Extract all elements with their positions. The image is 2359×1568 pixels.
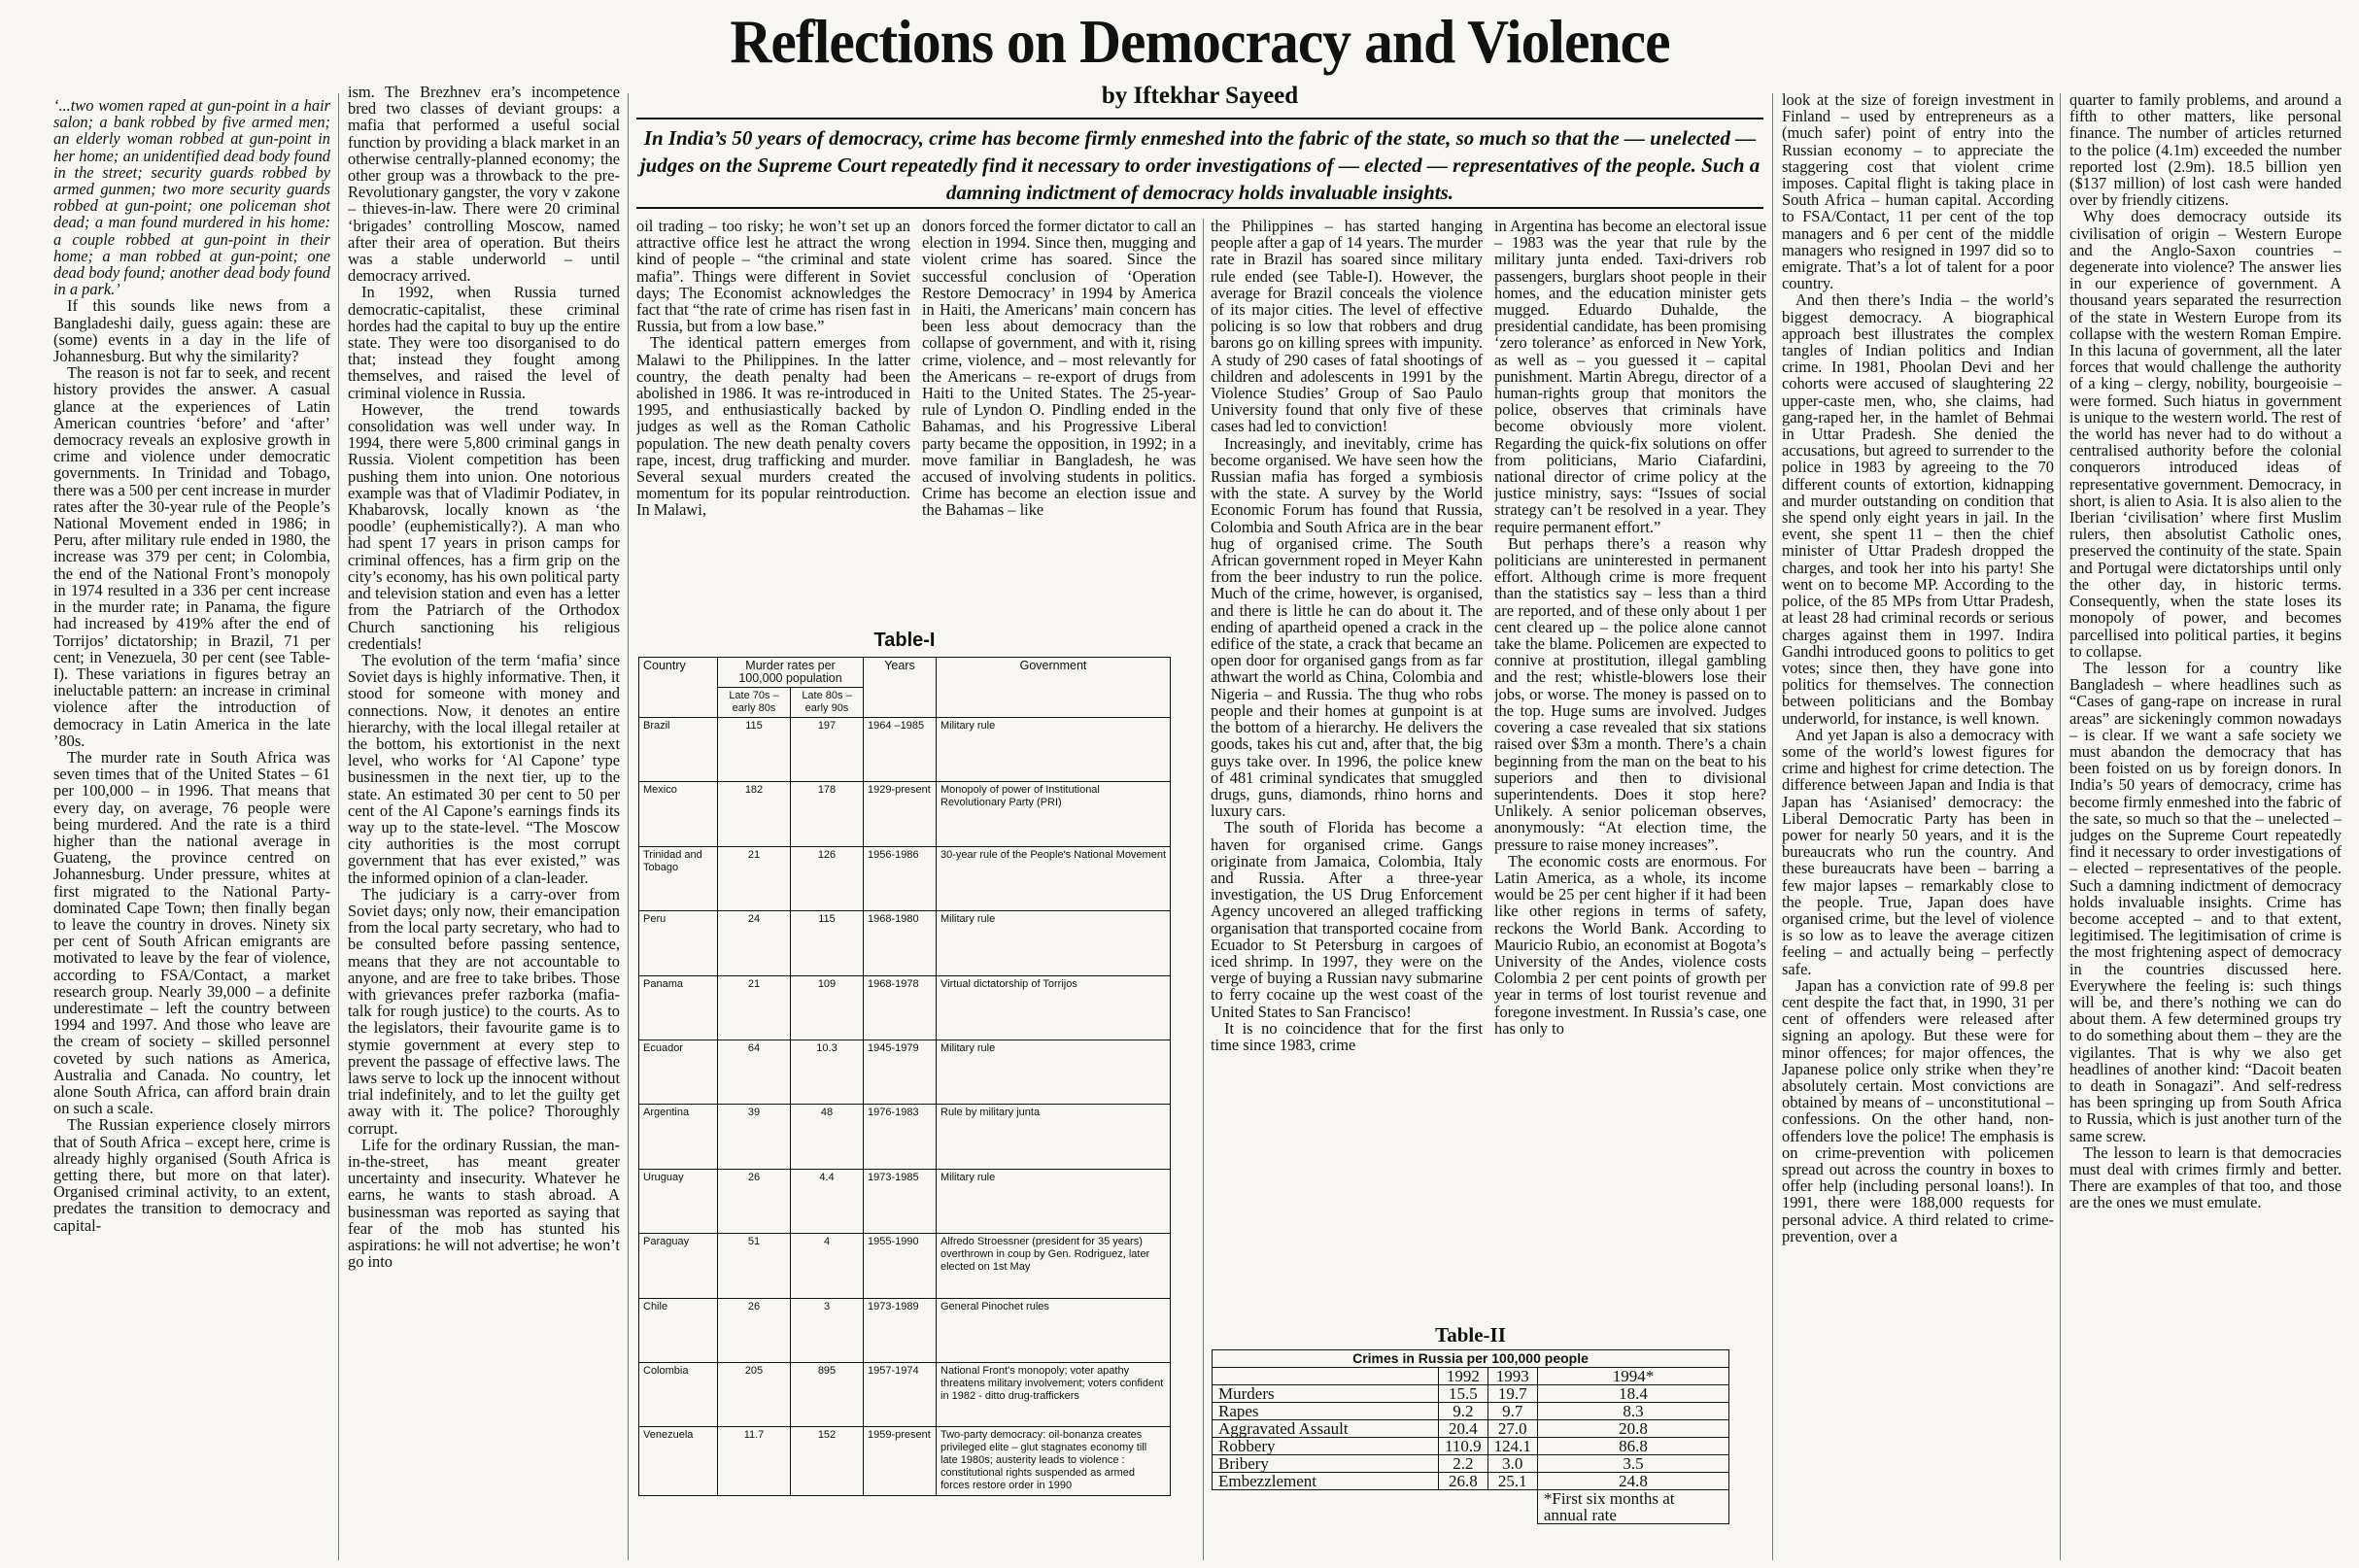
paragraph: Japan has a conviction rate of 99.8 per cent despite the fact that, in 1990, 31 per cent of offenders were released after signing an apology. But these were for minor offences; for major offences, the Japanese police only strike when they’re absolutely certain. Most convictions are obtained by means of – unconstitutional – confessions. On the other hand, non-offenders love the police! The emphasis is on crime-prevention with policemen spread out across the country in boxes to offer help (including personal loans!). In 1991, there were 188,000 requests for personal advice. A third related to crime-prevention, over a	[1782, 975, 2054, 1245]
column-separator	[1772, 93, 1773, 1560]
article-column-1	[53, 97, 330, 1559]
paragraph: The judiciary is a carry-over from Soviet days; only now, their emancipation from the local party secretary, who had to be consulted before passing sentence, means that they are not accountable to anyone, and are free to take bribes. Those with grievances prefer razborka (mafia-talk for rough justice) to the courts. As to the legislators, their favourite game is to stymie government at every step to prevent the passage of effective laws. The laws serve to lock up the innocent without trial indefinitely, and to let the guilty get away with it. The police? Thoroughly corrupt.	[348, 884, 620, 1138]
table-1-years-cell: 1956-1986	[864, 846, 937, 910]
table-2-value-cell: 2.2	[1439, 1455, 1488, 1473]
table-2-value-cell: 3.5	[1537, 1455, 1728, 1473]
article-column-4	[922, 218, 1196, 606]
table-1-years-cell: 1959-present	[864, 1427, 937, 1496]
column-separator	[2060, 93, 2061, 1560]
paragraph: But perhaps there’s a reason why politicians are uninterested in permanent effort. Although crime is more frequent than the statistics say – less than a third are reported, and of these only about 1 per cent cleared up – the police alone cannot take the blame. Policemen are expected to connive at prostitution, illegal gambling and the rest; whistle-blowers lose their jobs, or worse. The money is passed on to the top. Huge sums are involved. Judges covering a case revealed that six stations raised over $3m a month. There’s a chain beginning from the man on the beat to his superiors and then to divisional superintendents. Does it stop here? Unlikely. A senior policeman observes, anonymously: “At election time, the pressure to raise money increases”.	[1494, 533, 1766, 854]
table-2-value-cell: 25.1	[1487, 1473, 1537, 1490]
table-1-country-cell: Paraguay	[639, 1234, 718, 1298]
table-1-rate-cell: 205	[718, 1363, 791, 1427]
table-1-rate-cell: 126	[791, 846, 864, 910]
table-1-country-cell: Trinidad and Tobago	[639, 846, 718, 910]
table-1-rate-cell: 182	[718, 782, 791, 846]
table-1-government-cell: Military rule	[937, 1169, 1171, 1233]
byline: by Iftekhar Sayeed	[1101, 83, 1299, 109]
table-row	[639, 1234, 1171, 1298]
paragraph: The murder rate in South Africa was seven times that of the United States – 61 per 100,000 – in 1996. That means that every day, on average, 76 people were being murdered. And the rate is a third higher than the national average in Guateng, the province centred on Johannesburg. Under pressure, whites at first migrated to the National Party-dominated Cape Town; then finally began to leave the country in droves. Ninety six per cent of South African emigrants are motivated to leave by the fear of violence, according to FSA/Contact, a market research group. Nearly 39,000 – a definite underestimate – left the country between 1994 and 1997. And those who leave are the cream of society – skilled personnel coveted by such nations as America, Australia and Canada. No country, let alone South Africa, can afford brain drain on such a scale.	[53, 747, 330, 1118]
table-1-caption: Table-I	[873, 630, 936, 651]
table-2-value-cell: 8.3	[1537, 1403, 1728, 1420]
table-2-value-cell: 20.8	[1537, 1420, 1728, 1438]
standfirst-bottom-rule	[636, 207, 1763, 209]
table-1-government-cell: Monopoly of power of Institutional Revolutionary Party (PRI)	[937, 782, 1171, 846]
table-1-country-cell: Peru	[639, 911, 718, 975]
table-row	[1213, 1385, 1729, 1403]
paragraph: ‘...two women raped at gun-point in a hair salon; a bank robbed by five armed men; an elderly woman robbed at gun-point in her home; an unidentified dead body found in the street; security guards robbed by armed gunmen; two more security guards robbed at gun-point; one policeman shot dead; a man found murdered in his home: a couple robbed at gun-point in their home; a man robbed at gun-point; one dead body found; another dead body found in a park.’	[53, 97, 330, 299]
table-1-years-cell: 1968-1980	[864, 911, 937, 975]
table-2-header-year: 1992	[1439, 1368, 1488, 1385]
table-1-years-cell: 1976-1983	[864, 1105, 937, 1169]
table-row	[639, 782, 1171, 846]
table-row	[639, 1363, 1171, 1427]
table-1-rate-cell: 48	[791, 1105, 864, 1169]
table-1-country-cell: Argentina	[639, 1105, 718, 1169]
table-2-value-cell: 110.9	[1439, 1438, 1488, 1455]
standfirst-top-rule	[636, 118, 1763, 119]
column-separator	[628, 93, 629, 1560]
table-1-years-cell: 1945-1979	[864, 1040, 937, 1105]
column-separator	[1203, 219, 1204, 1560]
paragraph: And then there’s India – the world’s biggest democracy. A biographical approach best illustrates the complex tangles of Indian politics and Indian crime. In 1981, Phoolan Devi and her cohorts were accused of slaughtering 22 upper-caste men, who, she claims, had gang-raped her, in the hamlet of Behmai in Uttar Pradesh. She denied the accusations, but agreed to surrender to the police in 1983 by agreeing to the 70 different counts of extortion, kidnapping and murder outstanding on condition that she spend only eight years in jail. In the event, she spent 11 – then the chief minister of Uttar Pradesh dropped the charges, and took her into his party! She went on to become MP. According to the police, of the 85 MPs from Uttar Pradesh, at least 28 had criminal records or serious charges against them in 1997. Indira Gandhi introduced goons to politics to get votes; since then, they have gone into politics for themselves. The connection between politicians and the Bombay underworld, for instance, is well known.	[1782, 290, 2054, 728]
paragraph: The evolution of the term ‘mafia’ since Soviet days is highly informative. Then, it stood for someone with money and connections. Now, it denotes an entire hierarchy, with the local illegal retailer at the bottom, his extortionist in the next level, who works for ‘Al Capone’ type businessmen in the next tier, up to the state. An estimated 30 per cent to 50 per cent of the Al Capone’s earnings finds its way up to the state-level. “The Moscow city authorities is the most corrupt government that has ever existed,” was the informed opinion of a clan-leader.	[348, 650, 620, 887]
table-2-crime-cell: Rapes	[1213, 1403, 1439, 1420]
table-row	[639, 1105, 1171, 1169]
table-2-crime-cell: Robbery	[1213, 1438, 1439, 1455]
table-1-country-cell: Colombia	[639, 1363, 718, 1427]
headline: Reflections on Democracy and Violence	[730, 7, 1670, 76]
table-2-value-cell: 9.7	[1487, 1403, 1537, 1420]
table-row	[639, 1169, 1171, 1233]
table-row	[639, 1040, 1171, 1105]
paragraph: oil trading – too risky; he won’t set up an attractive office lest he attract the wrong kind of people – “the criminal and state mafia”. Things were different in Soviet days; The Economist acknowledges the fact that “the rate of crime has risen fast in Russia, but from a low base.”	[636, 218, 910, 336]
table-2-value-cell: 27.0	[1487, 1420, 1537, 1438]
table-2-title: Crimes in Russia per 100,000 people	[1213, 1350, 1729, 1368]
paragraph: in Argentina has become an electoral issue – 1983 was the year that rule by the military junta ended. Taxi-drivers rob passengers, burglars shoot people in their homes, and the education minister gets mugged. Eduardo Duhalde, the presidential candidate, has been promising ‘zero tolerance’ as enforced in New York, as well as – you guessed it – capital punishment. Martin Abregu, director of a human-rights group that monitors the police, observes that criminals have become obviously more violent. Regarding the quick-fix solutions on offer from politicians, Mario Ciafardini, national director of crime policy at the justice ministry, says: “Issues of social strategy can’t be resolved in a year. They require permanent effort.”	[1494, 218, 1766, 536]
table-1-government-cell: 30-year rule of the People's National Movement	[937, 846, 1171, 910]
table-2-header-year: 1993	[1487, 1368, 1537, 1385]
article-column-6	[1494, 218, 1766, 1335]
paragraph: ism. The Brezhnev era’s incompetence bred two classes of deviant groups: a mafia that performed a useful social function by providing a black market in an otherwise centrally-planned economy; the other group was a throwback to the pre-Revolutionary gangster, the vory v zakone – thieves-in-law. There were 20 criminal ‘brigades’ controlling Moscow, named after their area of operation. But theirs was a stable underworld – until democracy arrived.	[348, 84, 620, 286]
table-1-rate-cell: 115	[791, 911, 864, 975]
table-1-rate-cell: 11.7	[718, 1427, 791, 1496]
table-2-header-blank	[1213, 1368, 1439, 1385]
table-1-country-cell: Mexico	[639, 782, 718, 846]
paragraph: The lesson for a country like Bangladesh – where headlines such as “Cases of gang-rape on increase in rural areas” are sickeningly common nowadays – is clear. If we want a safe society we must abandon the democracy that has been foisted on us by foreign donors. In India’s 50 years of democracy, crime has become firmly enmeshed into the fabric of the sate, so much so that the – unelected – judges on the Supreme Court repeatedly find it necessary to order investigations of – elected – representatives of the people. Such a damning indictment of democracy holds invaluable insights. Crime has become accepted – and to that extent, legitimised. The legitimisation of crime is the most frightening aspect of democracy in the countries discussed here. Everywhere the feeling is: such things will be, and there’s nothing we can do about them. A few determined groups try to do something about them – they are the vigilantes. That is why we also get headlines of another kind: “Dacoit beaten to death in Sonagazi”. And self-redress has been springing up from South Africa to Russia, which is just another turn of the same screw.	[2069, 658, 2342, 1145]
table-1-years-cell: 1929-present	[864, 782, 937, 846]
table-1-years-cell: 1955-1990	[864, 1234, 937, 1298]
table-1-header-late70s: Late 70s –early 80s	[718, 688, 791, 718]
table-2-value-cell: 3.0	[1487, 1455, 1537, 1473]
table-1-rate-cell: 4	[791, 1234, 864, 1298]
paragraph: the Philippines – has started hanging people after a gap of 14 years. The murder rate in Brazil has soared since military rule ended (see Table-I). However, the average for Brazil conceals the violence of its major cities. The level of effective policing is so low that robbers and drug barons go on killing sprees with impunity. A study of 290 cases of fatal shootings of children and adolescents in 1991 by the Violence Studies’ Group of Sao Paulo University found that only five of these cases had led to conviction!	[1211, 218, 1483, 436]
table-2-value-cell: 86.8	[1537, 1438, 1728, 1455]
table-1-header-government: Government	[937, 658, 1171, 718]
table-row	[1213, 1403, 1729, 1420]
paragraph: The lesson to learn is that democracies must deal with crimes firmly and better. There are examples of that too, and those are the ones we must emulate.	[2069, 1142, 2342, 1212]
paragraph: It is no coincidence that for the first time since 1983, crime	[1211, 1018, 1483, 1054]
paragraph: And yet Japan is also a democracy with some of the world’s lowest figures for crime and highest for crime detection. The difference between Japan and India is that Japan has ‘Asianised’ democracy: the Liberal Democratic Party has been in power for nearly 50 years, and it is the bureaucrats who run the country. And these bureaucrats have been – barring a few major lapses – remarkably close to the people. True, Japan does have organised crime, but the level of violence is so low as to leave the average citizen feeling – and actually being – perfectly safe.	[1782, 725, 2054, 978]
table-2-value-cell: 20.4	[1439, 1420, 1488, 1438]
standfirst: In India’s 50 years of democracy, crime has become firmly enmeshed into the fabric of the state, so much so that the — unelected — judges on the Supreme Court repeatedly find it necessary to order investigations of — elected — representatives of the people. Such a damning indictment of democracy holds invaluable insights.	[639, 126, 1761, 204]
table-2-caption: Table-II	[1435, 1323, 1506, 1346]
table-row	[1213, 1420, 1729, 1438]
paragraph: The Russian experience closely mirrors that of South Africa – except here, crime is already highly organised (South Africa is getting there, but more on that later). Organised criminal activity, to an extent, predates the transition to democracy and capital-	[53, 1115, 330, 1235]
table-1-government-cell: Military rule	[937, 1040, 1171, 1105]
table-1-government-cell: Rule by military junta	[937, 1105, 1171, 1169]
table-1-rate-cell: 64	[718, 1040, 791, 1105]
table-1-header-years: Years	[864, 658, 937, 718]
table-2-crime-cell: Embezzlement	[1213, 1473, 1439, 1490]
table-1-government-cell: Virtual dictatorship of Torrijos	[937, 975, 1171, 1040]
table-row	[1213, 1455, 1729, 1473]
article-column-5	[1211, 218, 1483, 1335]
paragraph: look at the size of foreign investment in Finland – used by entrepreneurs as a (much safer) point of entry into the Russian economy – to appreciate the staggering cost that violent crime imposes. Capital flight is taking place in South Africa – human capital. According to FSA/Contact, 11 per cent of the top managers and 6 per cent of the middle managers who resigned in 1997 did so to emigrate. That’s a lot of talent for a poor country.	[1782, 91, 2054, 293]
table-row	[639, 975, 1171, 1040]
table-1-rate-cell: 3	[791, 1298, 864, 1362]
paragraph: Life for the ordinary Russian, the man-in-the-street, has meant greater uncertainty and insecurity. Whatever he earns, he wants to stash abroad. A businessman was reported as saying that fear of the mob has stunted his aspirations: he will not advertise; he won’t go into	[348, 1135, 620, 1272]
table-1-header-murder-rates: Murder rates per 100,000 population	[718, 658, 864, 688]
article-column-8	[2069, 91, 2342, 1560]
table-1-rate-cell: 21	[718, 846, 791, 910]
table-2-value-cell: 24.8	[1537, 1473, 1728, 1490]
table-1-government-cell: National Front's monopoly; voter apathy threatens military involvement; voters confident in 1982 - ditto drug-traffickers	[937, 1363, 1171, 1427]
table-2-crime-cell: Bribery	[1213, 1455, 1439, 1473]
table-1-years-cell: 1973-1985	[864, 1169, 937, 1233]
table-1-government-cell: Alfredo Stroessner (president for 35 years) overthrown in coup by Gen. Rodriguez, later elected on 1st May	[937, 1234, 1171, 1298]
table-row	[639, 846, 1171, 910]
table-2-note: *First six months at annual rate	[1537, 1490, 1728, 1524]
table-1-country-cell: Panama	[639, 975, 718, 1040]
table-row	[639, 1298, 1171, 1362]
table-1-rate-cell: 197	[791, 718, 864, 782]
paragraph: The identical pattern emerges from Malawi to the Philippines. In the latter country, the death penalty had been abolished in 1986. It was re-introduced in 1995, and enthusiastically backed by judges as well as the Roman Catholic population. The new death penalty covers rape, incest, drug trafficking and murder. Several sexual murders created the momentum for its popular reintroduction. In Malawi,	[636, 333, 910, 520]
table-1-rate-cell: 24	[718, 911, 791, 975]
article-column-7	[1782, 91, 2054, 1560]
table-1-rate-cell: 4.4	[791, 1169, 864, 1233]
table-row	[639, 1427, 1171, 1496]
table-2-value-cell: 15.5	[1439, 1385, 1488, 1403]
table-1-rate-cell: 109	[791, 975, 864, 1040]
table-1-government-cell: Two-party democracy: oil-bonanza creates privileged elite – glut stagnates economy till late 1980s; austerity leads to violence : constitutional rights suspended as armed forces restore order in 1990	[937, 1427, 1171, 1496]
table-1-rate-cell: 26	[718, 1298, 791, 1362]
paragraph: However, the trend towards consolidation was well under way. In 1994, there were 5,800 criminal gangs in Russia. Violent competition has been pushing them into union. One notorious example was that of Vladimir Podiatev, in Khabarovsk, locally known as ‘the poodle’ (euphemistically?). A man who had spent 17 years in prison camps for criminal offences, has a firm grip on the city’s economy, has his own political party and television station and even has a letter from the Patriarch of the Orthodox Church sanctioning his religious credentials!	[348, 399, 620, 653]
table-1-header-country: Country	[639, 658, 718, 718]
table-row	[1213, 1438, 1729, 1455]
table-2-crime-cell: Aggravated Assault	[1213, 1420, 1439, 1438]
table-1-rate-cell: 10.3	[791, 1040, 864, 1105]
table-1-country-cell: Venezuela	[639, 1427, 718, 1496]
table-1-years-cell: 1973-1989	[864, 1298, 937, 1362]
table-1-government-cell: Military rule	[937, 718, 1171, 782]
table-1-rate-cell: 51	[718, 1234, 791, 1298]
table-1	[638, 657, 1171, 1496]
table-1-rate-cell: 152	[791, 1427, 864, 1496]
table-1-years-cell: 1957-1974	[864, 1363, 937, 1427]
article-column-3	[636, 218, 910, 606]
table-2-value-cell: 18.4	[1537, 1385, 1728, 1403]
table-2	[1212, 1349, 1729, 1524]
table-row	[1213, 1473, 1729, 1490]
table-1-country-cell: Uruguay	[639, 1169, 718, 1233]
paragraph: quarter to family problems, and around a fifth to other matters, like personal finance. The number of articles returned to the police (4.1m) exceeded the number reported lost (2.9m). 18.5 billion yen ($137 million) of lost cash were handed over by friendly citizens.	[2069, 91, 2342, 210]
table-2-note-spacer	[1213, 1490, 1538, 1524]
table-2-value-cell: 9.2	[1439, 1403, 1488, 1420]
table-2-value-cell: 19.7	[1487, 1385, 1537, 1403]
paragraph: Why does democracy outside its civilisation of origin – Western Europe and the Anglo-Saxon countries – degenerate into violence? The answer lies in our experience of government. A thousand years separated the resurrection of the state in Western Europe from its collapse with the western Roman Empire. In this lacuna of government, all the later forces that would challenge the authority of a king – clergy, nobility, bourgeoisie – were formed. Such hiatus in government is unique to the western world. The rest of the world has never had to do without a centralised authority before the colonial conquerors introduced ideas of representative government. Democracy, in short, is alien to Asia. It is also alien to the Iberian ‘civilisation’ where first Muslim rulers, then absolutist Catholic ones, preserved the continuity of the state. Spain and Portugal were dictatorships until only the other day, in historic terms. Consequently, when the state loses its monopoly of power, and becomes parcellised into political parties, it begins to collapse.	[2069, 207, 2342, 661]
paragraph: In 1992, when Russia turned democratic-capitalist, these criminal hordes had the capital to buy up the entire state. They were too disorganised to do that; instead they fought among themselves, and raised the level of criminal violence in Russia.	[348, 283, 620, 402]
paragraph: The south of Florida has become a haven for organised crime. Gangs originate from Jamaica, Colombia, Italy and Russia. After a three-year investigation, the US Drug Enforcement Agency uncovered an alleged trafficking organisation that transported cocaine from Ecuador to St Petersburg in cargoes of iced shrimp. In 1997, they were on the verge of buying a Russian navy submarine to ferry cocaine up the west coast of the United States to San Francisco!	[1211, 818, 1483, 1021]
column-separator	[338, 93, 339, 1560]
table-1-country-cell: Ecuador	[639, 1040, 718, 1105]
table-2-header-year: 1994*	[1537, 1368, 1728, 1385]
table-1-rate-cell: 178	[791, 782, 864, 846]
paragraph: The reason is not far to seek, and recent history provides the answer. A casual glance at the experiences of Latin American countries ‘before’ and ‘after’ democracy reveals an explosive growth in crime and violence under democratic governments. In Trinidad and Tobago, there was a 500 per cent increase in murder rates after the 30-year rule of the People’s National Movement ended in 1986; in Peru, after military rule ended in 1980, the increase was 379 per cent; in Colombia, the end of the National Front’s monopoly in 1974 resulted in a 336 per cent increase in the murder rate; in Panama, the figure had increased by 419% after the end of Torrijos’ dictatorship; in Brazil, 71 per cent; in Venezuela, 30 per cent (see Table-I). These variations in figures betray an ineluctable pattern: an increase in criminal violence after the introduction of democracy in Latin America in the late ’80s.	[53, 363, 330, 750]
article-column-2	[348, 84, 620, 1560]
table-1-years-cell: 1964 –1985	[864, 718, 937, 782]
table-2-crime-cell: Murders	[1213, 1385, 1439, 1403]
table-1-government-cell: General Pinochet rules	[937, 1298, 1171, 1362]
table-1-rate-cell: 39	[718, 1105, 791, 1169]
table-row	[639, 718, 1171, 782]
table-1-header-late80s: Late 80s –early 90s	[791, 688, 864, 718]
table-1-government-cell: Military rule	[937, 911, 1171, 975]
paragraph: donors forced the former dictator to call an election in 1994. Since then, mugging and violent crime has soared. Since the successful conclusion of ‘Operation Restore Democracy’ in 1994 by America in Haiti, the Americans’ main concern has been less about democracy than the collapse of government, and with it, rising crime, violence, and – most relevantly for the Americans – re-export of drugs from Haiti to the United States. The 25-year-rule of Lyndon O. Pindling ended in the Bahamas, and his Progressive Liberal party became the opposition, in 1992; in a move familiar in Bangladesh, he was accused of involving students in politics. Crime has become an election issue and the Bahamas – like	[922, 218, 1196, 520]
table-1-country-cell: Brazil	[639, 718, 718, 782]
table-1-rate-cell: 115	[718, 718, 791, 782]
table-1-rate-cell: 895	[791, 1363, 864, 1427]
table-row	[639, 911, 1171, 975]
paragraph: If this sounds like news from a Bangladeshi daily, guess again: these are (some) events in a day in the life of Johannesburg. But why the similarity?	[53, 296, 330, 366]
table-2-value-cell: 26.8	[1439, 1473, 1488, 1490]
table-1-country-cell: Chile	[639, 1298, 718, 1362]
table-1-rate-cell: 21	[718, 975, 791, 1040]
table-2-value-cell: 124.1	[1487, 1438, 1537, 1455]
table-1-rate-cell: 26	[718, 1169, 791, 1233]
table-1-years-cell: 1968-1978	[864, 975, 937, 1040]
paragraph: Increasingly, and inevitably, crime has become organised. We have seen how the Russian mafia has forged a symbiosis with the state. A survey by the World Economic Forum has found that Russia, Colombia and South Africa are in the bear hug of organised crime. The South African government roped in Meyer Kahn from the beer industry to run the police. Much of the crime, however, is organised, and there is little he can do about it. The ending of apartheid opened a crack in the edifice of the state, a crack that became an open door for organised gangs from as far athwart the world as China, Colombia and Nigeria – and Russia. The thug who robs people and their homes at gunpoint is at the bottom of a hierarchy. He delivers the goods, takes his cut and, after that, the big guys take over. In 1996, the police knew of 481 criminal syndicates that smuggled drugs, guns, diamonds, rhino horns and luxury cars.	[1211, 433, 1483, 821]
paragraph: The economic costs are enormous. For Latin America, as a whole, its income would be 25 per cent higher if it had been like other regions in terms of safety, reckons the World Bank. According to Mauricio Rubio, an economist at Bogota’s University of the Andes, violence costs Colombia 2 per cent points of growth per year in terms of lost tourist revenue and foregone investment. In Russia’s case, one has only to	[1494, 851, 1766, 1038]
